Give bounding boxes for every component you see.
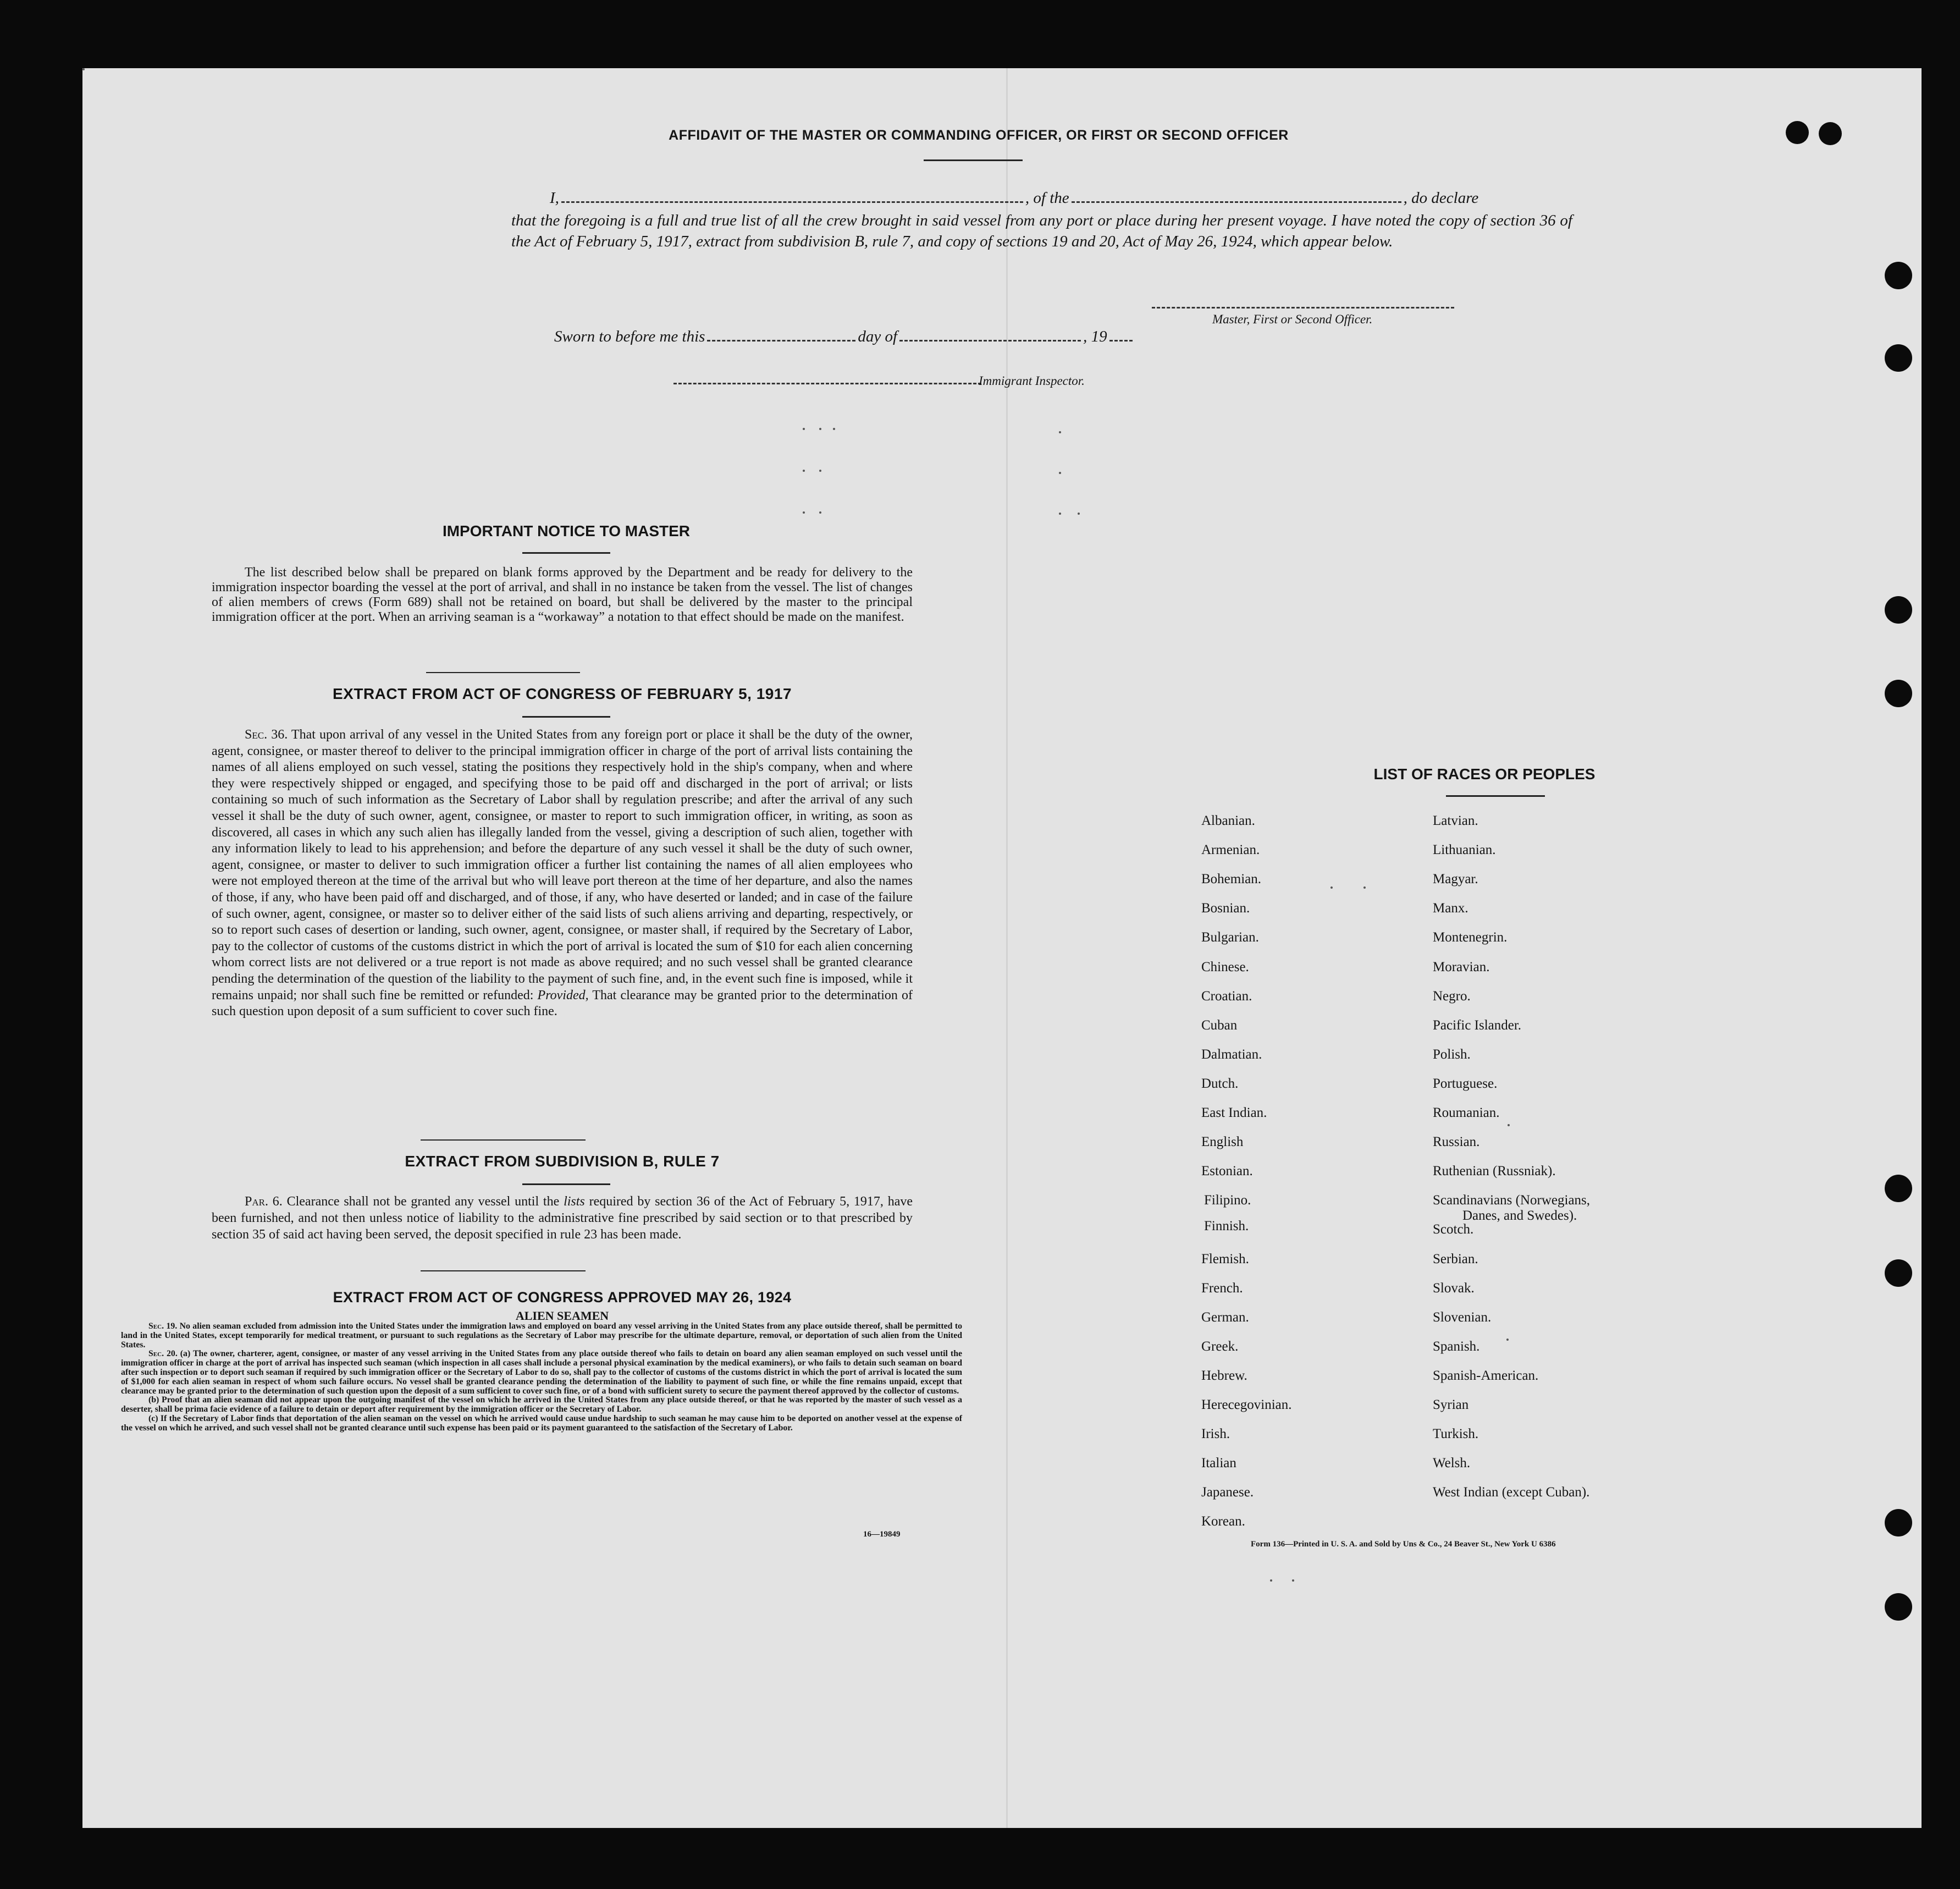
intro-of-the: , of the (1025, 189, 1069, 207)
punch-hole (1885, 596, 1912, 624)
notice-heading-rule (522, 552, 610, 554)
sworn-month-field[interactable] (899, 340, 1081, 342)
punch-hole (1885, 680, 1912, 707)
sec-19-label: Sec. 19. (148, 1321, 178, 1331)
race-item: Russian. (1433, 1134, 1480, 1150)
sworn-year-field[interactable] (1109, 340, 1133, 342)
race-item: Slovenian. (1433, 1309, 1492, 1325)
race-item: Irish. (1201, 1427, 1230, 1442)
race-item: Negro. (1433, 988, 1471, 1004)
proviso-label: Provided, (537, 988, 589, 1003)
rule7-body (212, 1193, 913, 1243)
speck (819, 428, 821, 430)
race-item: Welsh. (1433, 1456, 1471, 1471)
speck (1330, 886, 1333, 889)
section-divider (426, 672, 580, 673)
race-item: Roumanian. (1433, 1105, 1500, 1120)
sec-20a (121, 1350, 962, 1396)
race-item: Portuguese. (1433, 1076, 1498, 1091)
sec-20b: (b) Proof that an alien seaman did not appear upon the outgoing manifest of the vessel on which he arrived in the United States from any place outside thereof, or that he was reported by the master of such vessel as a deserter, shall be prima facie evidence of a failure to detain or deport after requirement by the immigration officer or the Secretary of Labor. (121, 1395, 962, 1414)
sworn-line (511, 328, 1281, 346)
speck (1059, 472, 1061, 474)
speck (803, 470, 805, 472)
punch-hole (1885, 1593, 1912, 1621)
punch-hole (1885, 344, 1912, 372)
print-code: 16—19849 (863, 1530, 901, 1539)
alien-seamen-subheading: ALIEN SEAMEN (515, 1309, 609, 1323)
sworn-prefix: Sworn to before me this (554, 328, 705, 345)
race-item: Magyar. (1433, 872, 1478, 887)
affidavit-heading: AFFIDAVIT OF THE MASTER OR COMMANDING OFFICER, OR FIRST OR SECOND OFFICER (669, 128, 1289, 143)
punch-hole (1885, 1175, 1912, 1202)
extract-1917-body (212, 727, 913, 1020)
race-item: Polish. (1433, 1047, 1471, 1062)
race-item: West Indian (except Cuban). (1433, 1485, 1590, 1500)
race-item: East Indian. (1201, 1105, 1267, 1120)
officer-caption: Master, First or Second Officer. (1212, 312, 1373, 326)
form-sheet (82, 68, 1922, 1828)
speck (1270, 1579, 1272, 1582)
notice-heading: IMPORTANT NOTICE TO MASTER (442, 522, 691, 539)
races-heading-rule (1446, 795, 1545, 797)
affidavit-intro-line (511, 189, 1572, 207)
affidavit-body: that the foregoing is a full and true list of all the crew brought in said vessel from any port or place during her present voyage. I have noted the copy of section 36 of the Act of February 5, 1917, extract from subdivision B, rule 7, and copy of sections 19 and 20, Act of May 26, 1924, which appear below. (511, 212, 1572, 250)
intro-i: I, (550, 189, 559, 207)
sworn-day-field[interactable] (707, 340, 855, 342)
race-item: Manx. (1433, 901, 1468, 916)
punch-hole (1786, 121, 1809, 144)
race-item: Slovak. (1433, 1280, 1475, 1296)
speck (1059, 513, 1061, 515)
officer-name-field[interactable] (561, 201, 1023, 203)
race-item: Dalmatian. (1201, 1047, 1262, 1062)
section-divider (421, 1270, 586, 1271)
race-item: Turkish. (1433, 1427, 1479, 1442)
form-note: Form 136—Printed in U. S. A. and Sold by Uns & Co., 24 Beaver St., New York U 6386 (1251, 1540, 1556, 1549)
race-item: Estonian. (1201, 1164, 1253, 1179)
race-item: Spanish. (1433, 1339, 1480, 1354)
race-item: Cuban (1201, 1017, 1238, 1033)
speck (1292, 1579, 1294, 1582)
punch-hole (1885, 262, 1912, 289)
race-item: English (1201, 1134, 1244, 1150)
punch-hole (1885, 1259, 1912, 1287)
sworn-year: , 19 (1083, 328, 1107, 345)
race-item: Chinese. (1201, 959, 1249, 974)
race-item: Bulgarian. (1201, 930, 1259, 945)
inspector-signature-line[interactable] (673, 383, 981, 384)
sworn-day-of: day of (858, 328, 898, 345)
race-item: Pacific Islander. (1433, 1017, 1522, 1033)
race-item: Korean. (1201, 1514, 1245, 1529)
par-6-text-a: Clearance shall not be granted any vessel until the (286, 1194, 560, 1209)
race-item: German. (1201, 1309, 1249, 1325)
sec-20a-text: (a) The owner, charterer, agent, consignee, or master of any vessel arriving in the United States from any place outside thereof who fails to detain on board any alien seaman employed on such vessel until the immigration officer in charge at the port of arrival has inspected such seaman (which inspection in all cases shall include a personal physical examination by the medical examiners), or who fails to detain such seaman on board after such inspection or to deport such seaman if required by such immigration officer or the Secretary of Labor to do so, shall pay to the collector of customs of the customs district in which the port of arrival is located the sum of $1,000 for each alien seaman in respect of whom such failure occurs. No vessel shall be granted clearance pending the determination of the liability to payment of such fine, or while the fine remains unpaid, except that clearance may be granted prior to the determination of such question upon the deposit of a sum sufficient to cover such fine, or of a bond with sufficient surety to secure the payment thereof approved by the collector of customs. (121, 1349, 962, 1396)
sec-20c: (c) If the Secretary of Labor finds that deportation of the alien seaman on the vessel on which he arrived would cause undue hardship to such seaman he may cause him to be deported on another vessel at the expense of the vessel on which he arrived, and such vessel shall not be granted clearance until such expense has been paid or its payment guaranteed to the satisfaction of the Secretary of Labor. (121, 1413, 962, 1433)
par-6-text-b: required by section 36 of the Act of February 5, 1917, have been furnished, and not then unless notice of liability to the administrative fine prescribed by said section or to that prescribed by section 35 of said act having been served, the deposit specified in rule 23 has been made. (212, 1194, 913, 1242)
notice-body: The list described below shall be prepared on blank forms approved by the Department and be ready for delivery to the immigration inspector boarding the vessel at the port of arrival, and shall in no instance be taken from the vessel. The list of changes of alien members of crews (Form 689) shall not be retained on board, but shall be delivered by the master to the principal immigration officer at the port. When an arriving seaman is a “workaway” a notation to that effect should be made on the manifest. (212, 565, 913, 624)
race-item: Italian (1201, 1456, 1236, 1471)
race-item: Bohemian. (1201, 872, 1262, 887)
race-item: Ruthenian (Russniak). (1433, 1164, 1556, 1179)
race-item: Danes, and Swedes). (1462, 1208, 1577, 1224)
race-item: Filipino. (1204, 1193, 1251, 1208)
race-item: Latvian. (1433, 813, 1478, 828)
speck (819, 511, 821, 514)
race-item: Herecegovinian. (1201, 1397, 1292, 1412)
race-item: Finnish. (1204, 1219, 1249, 1234)
sec-19 (121, 1322, 962, 1350)
speck (803, 511, 805, 514)
rule7-heading-rule (522, 1183, 610, 1185)
race-item: French. (1201, 1280, 1243, 1296)
extract-1924-body (121, 1322, 962, 1433)
race-item: Greek. (1201, 1339, 1239, 1354)
rule7-heading: EXTRACT FROM SUBDIVISION B, RULE 7 (405, 1153, 720, 1170)
race-item: Spanish-American. (1433, 1368, 1539, 1383)
race-item: Scandinavians (Norwegians, (1433, 1193, 1591, 1208)
race-item: Lithuanian. (1433, 842, 1496, 858)
inspector-caption: Immigrant Inspector. (979, 374, 1085, 388)
race-item: Bosnian. (1201, 901, 1250, 916)
officer-signature-line[interactable] (1152, 307, 1454, 309)
race-item: Hebrew. (1201, 1368, 1247, 1383)
speck (1508, 1124, 1510, 1126)
punch-hole (1885, 1509, 1912, 1536)
speck (1059, 431, 1061, 433)
race-item: Japanese. (1201, 1485, 1254, 1500)
punch-hole (1819, 122, 1842, 145)
extract-1917-heading-rule (522, 716, 610, 718)
race-item: Montenegrin. (1433, 930, 1508, 945)
races-heading: LIST OF RACES OR PEOPLES (1373, 765, 1595, 783)
speck (833, 428, 835, 430)
race-item: Dutch. (1201, 1076, 1239, 1091)
race-item: Flemish. (1201, 1251, 1249, 1266)
sec-19-text: No alien seaman excluded from admission into the United States under the immigration laws and employed on board any vessel arriving in the United States from any place outside thereof, shall be permitted to land in the United States, except temporarily for medical treatment, or pursuant to such regulations as the Secretary of Labor may prescribe for the ultimate departure, removal, or deportation of such alien from the United States. (121, 1321, 962, 1350)
sec-36-text: That upon arrival of any vessel in the United States from any foreign port or place it shall be the duty of the owner, agent, consignee, or master thereof to deliver to the principal immigration officer in charge of the port of arrival lists containing the names of all aliens employed on such vessel, stating the positions they respectively hold in the ship's company, when and where they were respectively shipped or engaged, and specifying those to be paid off and discharged in the port of arrival; or lists containing so much of such information as the Secretary of Labor shall by regulation prescribe; and after the arrival of any such vessel it shall be the duty of such owner, agent, consignee, or master to report to such immigration officer, in writing, as soon as discovered, all cases in which any such alien has illegally landed from the vessel, giving a description of such alien, together with any information likely to lead to his apprehension; and before the departure of any such vessel it shall be the duty of such owner, agent, consignee, or master to deliver to such immigration officer a further list containing the names of all alien employees who were not employed thereon at the time of the arrival but who will leave port thereon at the time of her departure, and also the names of those, if any, who have been paid off and discharged, and of those, if any, who have deserted or landed; and in case of the failure of such owner, agent, consignee, or master so to deliver either of the said lists of such aliens arriving and departing, respectively, or so to report such cases of desertion or landing, such owner, agent, consignee, or master shall, if required by the Secretary of Labor, pay to the collector of customs of the customs district in which the port of arrival is located the sum of $10 for each alien concerning whom correct lists are not delivered or a true report is not made as above required; and no such vessel shall be granted clearance pending the determination of the question of the liability to the payment of such fine, and, in the event such fine is imposed, while it remains unpaid; nor shall such fine be remitted or refunded: (212, 728, 913, 1003)
speck (803, 428, 805, 430)
par-6-lists: lists (564, 1194, 585, 1209)
extract-1924-heading: EXTRACT FROM ACT OF CONGRESS APPROVED MAY 26, 1924 (333, 1289, 792, 1306)
race-item: Armenian. (1201, 842, 1260, 858)
race-item: Moravian. (1433, 959, 1490, 974)
affidavit-heading-rule (924, 159, 1023, 161)
speck (819, 470, 821, 472)
speck (1506, 1339, 1509, 1341)
extract-1917-heading: EXTRACT FROM ACT OF CONGRESS OF FEBRUARY 5, 1917 (332, 685, 792, 702)
vessel-name-field[interactable] (1072, 201, 1401, 203)
speck (1363, 886, 1366, 889)
section-divider (421, 1139, 586, 1141)
race-item: Serbian. (1433, 1251, 1478, 1266)
sec-36-label: Sec. 36. (245, 728, 288, 742)
speck (1078, 513, 1080, 515)
proviso-text: That clearance may be granted prior to the determination of such question upon deposit of a sum sufficient to cover such fine. (212, 988, 913, 1019)
race-item: Croatian. (1201, 988, 1252, 1004)
race-item: Albanian. (1201, 813, 1255, 828)
race-item: Scotch. (1433, 1222, 1474, 1237)
speck (82, 68, 85, 70)
sec-20-label: Sec. 20. (148, 1349, 178, 1359)
intro-declare: , do declare (1403, 189, 1479, 207)
par-6-label: Par. 6. (245, 1194, 283, 1209)
race-item: Syrian (1433, 1397, 1469, 1412)
